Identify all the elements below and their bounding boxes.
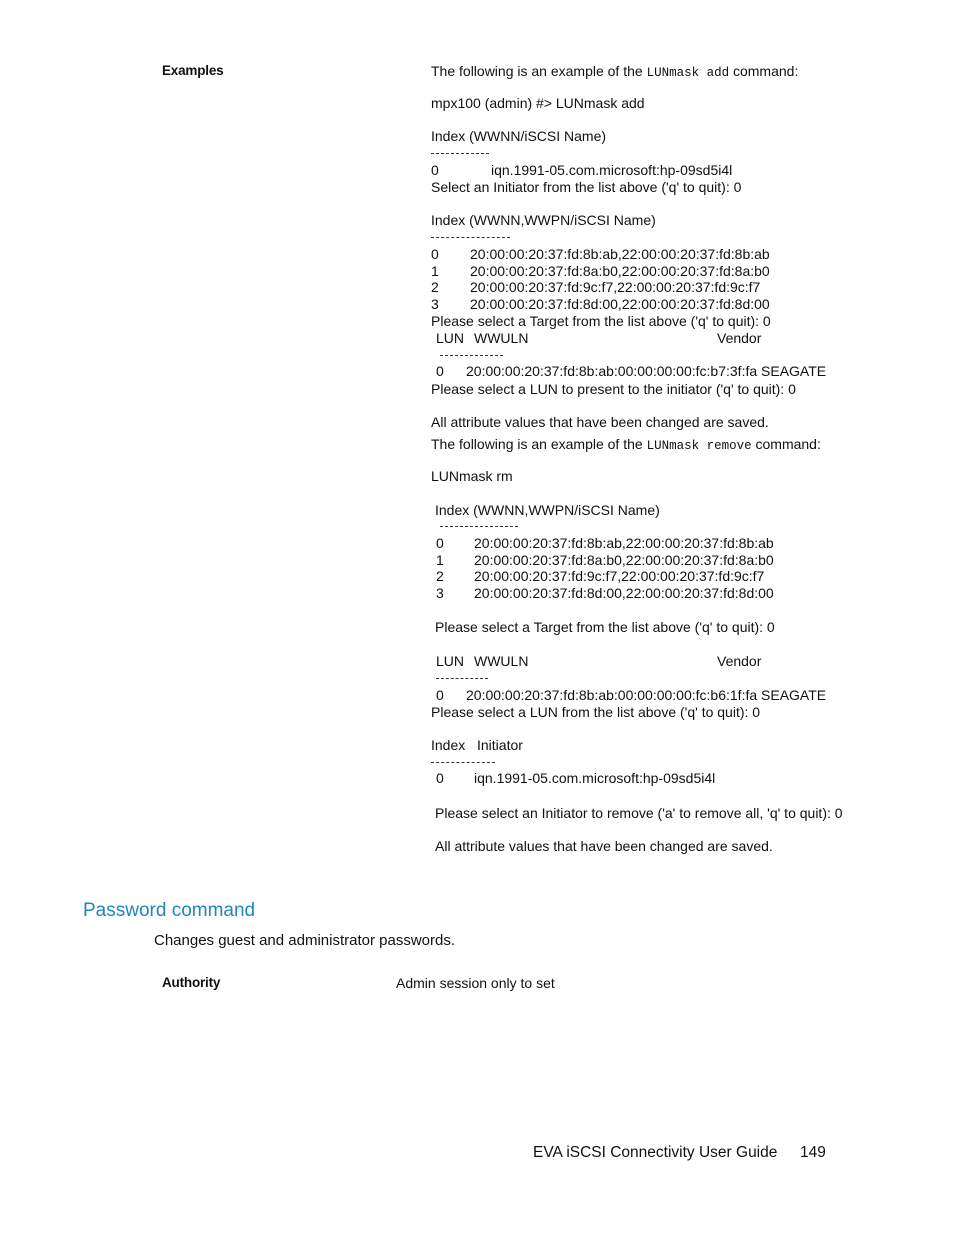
remove-lun-value: 20:00:00:20:37:fd:8b:ab:00:00:00:00:fc:b6:1f:fa SEAGATE <box>466 687 827 703</box>
remove-command-code: LUNmask remove <box>646 439 752 453</box>
remove-target-divider <box>440 526 518 527</box>
remove-select-target: Please select a Target from the list above ('q' to quit): 0 <box>435 619 775 635</box>
add-target-value: 20:00:00:20:37:fd:8a:b0,22:00:00:20:37:fd:8a:b0 <box>470 263 770 279</box>
add-lun-divider <box>440 355 503 356</box>
add-lun-col-lun: LUN <box>436 330 465 346</box>
add-select-lun: Please select a LUN to present to the initiator ('q' to quit): 0 <box>431 381 796 397</box>
remove-lun-index: 0 <box>436 687 444 703</box>
remove-target-index: 1 <box>436 552 444 568</box>
authority-value: Admin session only to set <box>396 975 555 991</box>
add-target-index: 2 <box>431 279 439 295</box>
add-command-code: LUNmask add <box>646 66 730 80</box>
remove-init-col-initiator: Initiator <box>477 737 523 753</box>
remove-init-col-index: Index <box>431 737 466 753</box>
remove-lun-col-wwuln: WWULN <box>474 653 529 669</box>
add-target-index: 0 <box>431 246 439 262</box>
add-target-divider <box>431 237 510 238</box>
remove-prompt: LUNmask rm <box>431 468 513 484</box>
remove-select-lun: Please select a LUN from the list above ('q' to quit): 0 <box>431 704 761 720</box>
remove-target-value: 20:00:00:20:37:fd:8b:ab,22:00:00:20:37:fd:8b:ab <box>474 535 774 551</box>
add-target-value: 20:00:00:20:37:fd:8d:00,22:00:00:20:37:fd:8d:00 <box>470 296 770 312</box>
remove-target-value: 20:00:00:20:37:fd:8d:00,22:00:00:20:37:fd:8d:00 <box>474 585 774 601</box>
section-description: Changes guest and administrator passwords. <box>154 932 455 949</box>
remove-target-index: 2 <box>436 568 444 584</box>
add-target-index: 1 <box>431 263 439 279</box>
add-lun-col-wwuln: WWULN <box>474 330 529 346</box>
examples-label: Examples <box>162 63 224 78</box>
remove-init-index: 0 <box>436 770 444 786</box>
add-initiator-index: 0 <box>431 162 439 178</box>
add-target-value: 20:00:00:20:37:fd:8b:ab,22:00:00:20:37:fd:8b:ab <box>470 246 770 262</box>
remove-lun-col-lun: LUN <box>436 653 465 669</box>
add-select-target: Please select a Target from the list above ('q' to quit): 0 <box>431 313 771 329</box>
remove-intro <box>431 436 821 455</box>
remove-target-index: 3 <box>436 585 444 601</box>
add-initiator-header: Index (WWNN/iSCSI Name) <box>431 128 607 144</box>
remove-lun-col-vendor: Vendor <box>717 653 762 669</box>
remove-target-value: 20:00:00:20:37:fd:8a:b0,22:00:00:20:37:fd:8a:b0 <box>474 552 774 568</box>
add-lun-index: 0 <box>436 363 444 379</box>
section-heading: Password command <box>83 900 256 921</box>
remove-target-index: 0 <box>436 535 444 551</box>
remove-init-value: iqn.1991-05.com.microsoft:hp-09sd5i4l <box>474 770 716 786</box>
add-lun-col-vendor: Vendor <box>717 330 762 346</box>
add-initiator-value: iqn.1991-05.com.microsoft:hp-09sd5i4l <box>491 162 733 178</box>
add-target-header: Index (WWNN,WWPN/iSCSI Name) <box>431 212 656 228</box>
authority-label: Authority <box>162 975 221 990</box>
remove-intro-suffix: command: <box>751 436 821 452</box>
add-target-index: 3 <box>431 296 439 312</box>
remove-lun-divider <box>436 678 488 679</box>
add-target-value: 20:00:00:20:37:fd:9c:f7,22:00:00:20:37:fd:9c:f7 <box>470 279 761 295</box>
add-saved-message: All attribute values that have been changed are saved. <box>431 414 769 430</box>
add-initiator-divider <box>431 153 489 154</box>
add-prompt: mpx100 (admin) #> LUNmask add <box>431 95 645 111</box>
add-lun-value: 20:00:00:20:37:fd:8b:ab:00:00:00:00:fc:b7:3f:fa SEAGATE <box>466 363 827 379</box>
footer-guide-title: EVA iSCSI Connectivity User Guide <box>533 1144 778 1161</box>
remove-select-initiator: Please select an Initiator to remove ('a' to remove all, 'q' to quit): 0 <box>435 805 843 821</box>
remove-init-divider <box>431 762 495 763</box>
remove-target-value: 20:00:00:20:37:fd:9c:f7,22:00:00:20:37:fd:9c:f7 <box>474 568 765 584</box>
remove-intro-text: The following is an example of the <box>431 436 647 452</box>
add-intro <box>431 63 798 82</box>
add-select-initiator: Select an Initiator from the list above ('q' to quit): 0 <box>431 179 742 195</box>
remove-target-header: Index (WWNN,WWPN/iSCSI Name) <box>435 502 660 518</box>
remove-saved-message: All attribute values that have been changed are saved. <box>435 838 773 854</box>
footer-page-number: 149 <box>800 1144 826 1161</box>
add-intro-suffix: command: <box>729 63 799 79</box>
add-intro-text: The following is an example of the <box>431 63 647 79</box>
